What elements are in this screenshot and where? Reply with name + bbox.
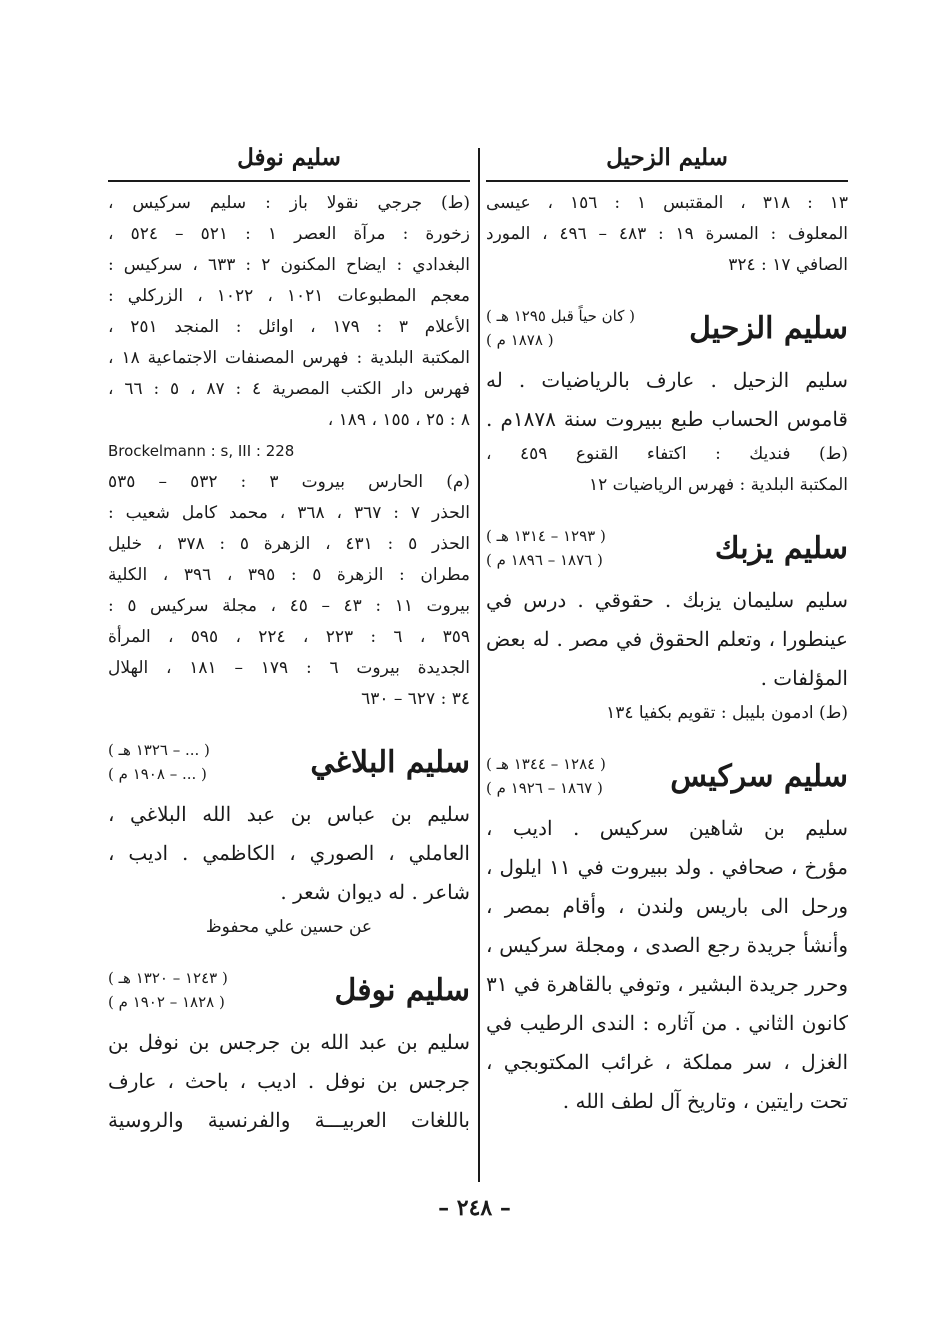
entry-dates	[486, 752, 606, 800]
entry-date-gregorian: ( ١٨٢٨ – ١٩٠٢ م )	[108, 993, 225, 1011]
entry-body-line: تحت رايتين ، وتاريخ آل لطف الله .	[562, 1089, 848, 1113]
text-line: الصافي ١٧ : ٣٢٤	[728, 255, 848, 275]
entry-name: سليم يزبك	[714, 530, 848, 566]
entry-date-hijri: ( ١٢٨٤ – ١٣٤٤ هـ )	[486, 755, 606, 773]
entry-body-line: قاموس الحساب طبع ببيروت سنة ١٨٧٨م .	[486, 407, 848, 431]
text-line: ٨ : ٢٥ ، ١٥٥ ، ١٨٩ ،	[327, 410, 470, 430]
entry-ref-line: عن حسين علي محفوظ	[205, 917, 373, 937]
text-line: المعلوف : المسرة ١٩ : ٤٨٣ – ٤٩٦ ، المورد	[486, 224, 848, 244]
text-line: المكتبة البلدية : فهرس المصنفات الاجتماعية ١٨ ،	[108, 348, 470, 368]
entry-heading	[108, 961, 470, 1019]
entry-body-line: جرجس بن نوفل . اديب ، باحث ، عارف	[108, 1069, 470, 1093]
entry-body-line: الغزل ، سر مملكة ، غرائب المكتوبجي ،	[486, 1050, 848, 1074]
entry-body-line: سليم بن عبد الله بن جرجس بن نوفل بن	[108, 1030, 470, 1054]
text-line: (م) الحارس بيروت ٣ : ٥٣٢ – ٥٣٥	[108, 472, 470, 492]
text-line: البغدادي : ايضاح المكنون ٢ : ٦٣٣ ، سركيس :	[108, 255, 470, 275]
entry-body-line: عينطورا ، وتعلم الحقوق في مصر . له بعض	[486, 627, 848, 651]
entry-body-line: سليم بن عباس بن عبد الله البلاغي ،	[108, 802, 470, 826]
entry-date-gregorian: ( ١٨٧٨ م )	[486, 331, 554, 349]
entry-date-hijri: ( كان حياً قبل ١٢٩٥ هـ )	[486, 307, 636, 325]
page-number: – ٢٤٨ –	[438, 1195, 511, 1221]
right-column	[486, 140, 848, 1121]
entry-date-gregorian: ( ... – ١٩٠٨ م )	[108, 765, 207, 783]
text-line: مطران : الزهرة ٥ : ٣٩٥ ، ٣٩٦ ، الكلية	[108, 565, 470, 585]
entry-body-line: شاعر . له ديوان شعر .	[280, 880, 470, 904]
entry-date-hijri: ( ... – ١٣٢٦ هـ )	[108, 741, 210, 759]
entry-heading	[108, 733, 470, 791]
column-divider	[478, 148, 480, 1182]
entry-name: سليم البلاغي	[310, 744, 470, 780]
text-line: فهرس دار الكتب المصرية ٤ : ٨٧ ، ٥ : ٦٦ ،	[108, 379, 470, 399]
entry-date-hijri: ( ١٢٩٣ – ١٣١٤ هـ )	[486, 527, 606, 545]
left-column	[108, 140, 470, 1140]
latin-reference: Brockelmann : s, III : 228	[108, 442, 295, 460]
entry-ref-line: المكتبة البلدية : فهرس الرياضيات ١٢	[589, 475, 848, 495]
text-line: ٣٥٩ ، ٦ : ٢٢٣ ، ٢٢٤ ، ٥٩٥ ، المرأة	[108, 627, 470, 647]
text-line: ١٣ : ٣١٨ ، المقتبس ١ : ١٥٦ ، عيسى	[486, 193, 848, 213]
entry-body-line: سليم الزحيل . عارف بالرياضيات . له	[486, 368, 848, 392]
entry-date-gregorian: ( ١٨٧٦ – ١٨٩٦ م )	[486, 551, 603, 569]
text-line: الجديدة بيروت ٦ : ١٧٩ – ١٨١ ، الهلال	[108, 658, 470, 678]
left-column-header: سليم نوفل	[108, 140, 470, 182]
entry-body-line: المؤلفات .	[760, 666, 848, 690]
entry-heading	[486, 747, 848, 805]
text-line: الأعلام ٣ : ١٧٩ ، اوائل : المنجد ٢٥١ ،	[108, 317, 470, 337]
entry-body-line: وأنشأ جريدة رجع الصدى ، ومجلة سركيس ،	[486, 933, 848, 957]
text-line: الحذر ٥ : ٤٣١ ، الزهرة ٥ : ٣٧٨ ، خليل	[108, 534, 470, 554]
entry-name: سليم الزحيل	[689, 310, 848, 346]
entry-ref-line: (ط) فنديك : اكتفاء القنوع ٤٥٩ ،	[486, 444, 848, 464]
text-line: زخورة : مرآة العصر ١ : ٥٢١ – ٥٢٤ ،	[108, 224, 470, 244]
text-line: (ط) جرجي نقولا باز : سليم سركيس ،	[108, 193, 470, 213]
entry-name: سليم نوفل	[334, 972, 470, 1008]
entry-heading	[486, 519, 848, 577]
entry-date-hijri: ( ١٢٤٣ – ١٣٢٠ هـ )	[108, 969, 228, 987]
entry-ref-line: (ط) ادمون بليبل : تقويم بكفيا ١٣٤	[606, 703, 848, 723]
text-line: بيروت ١١ : ٤٣ – ٤٥ ، مجلة سركيس ٥ :	[108, 596, 470, 616]
entry-body-line: كانون الثاني . من آثاره : الندى الرطيب في	[486, 1011, 848, 1035]
entry-dates	[486, 304, 635, 352]
entry-name: سليم سركيس	[670, 758, 848, 794]
entry-dates	[108, 738, 210, 786]
entry-body-line: سليم بن شاهين سركيس . اديب ،	[486, 816, 848, 840]
text-line: معجم المطبوعات ١٠٢١ ، ١٠٢٢ ، الزركلي :	[108, 286, 470, 306]
entry-body-line: ورحل الى باريس ولندن ، وأقام بمصر ،	[486, 894, 848, 918]
text-line: ٣٤ : ٦٢٧ – ٦٣٠	[361, 689, 470, 709]
entry-body-line: سليم سليمان يزبك . حقوقي . درس في	[486, 588, 848, 612]
entry-body-line: العاملي ، الصوري ، الكاظمي . اديب ،	[108, 841, 470, 865]
entry-dates	[108, 966, 228, 1014]
entry-heading	[486, 299, 848, 357]
entry-body-line: وحرر جريدة البشير ، وتوفي بالقاهرة في ٣١	[486, 972, 848, 996]
right-column-header: سليم الزحيل	[486, 140, 848, 182]
entry-body-line: باللغات العربيـــة والفرنسية والروسية	[108, 1108, 470, 1132]
entry-dates	[486, 524, 606, 572]
entry-body-line: مؤرخ ، صحافي . ولد ببيروت في ١١ ايلول ،	[486, 855, 848, 879]
text-line: الحذر ٧ : ٣٦٧ ، ٣٦٨ ، محمد كامل شعيب :	[108, 503, 470, 523]
entry-date-gregorian: ( ١٨٦٧ – ١٩٢٦ م )	[486, 779, 603, 797]
